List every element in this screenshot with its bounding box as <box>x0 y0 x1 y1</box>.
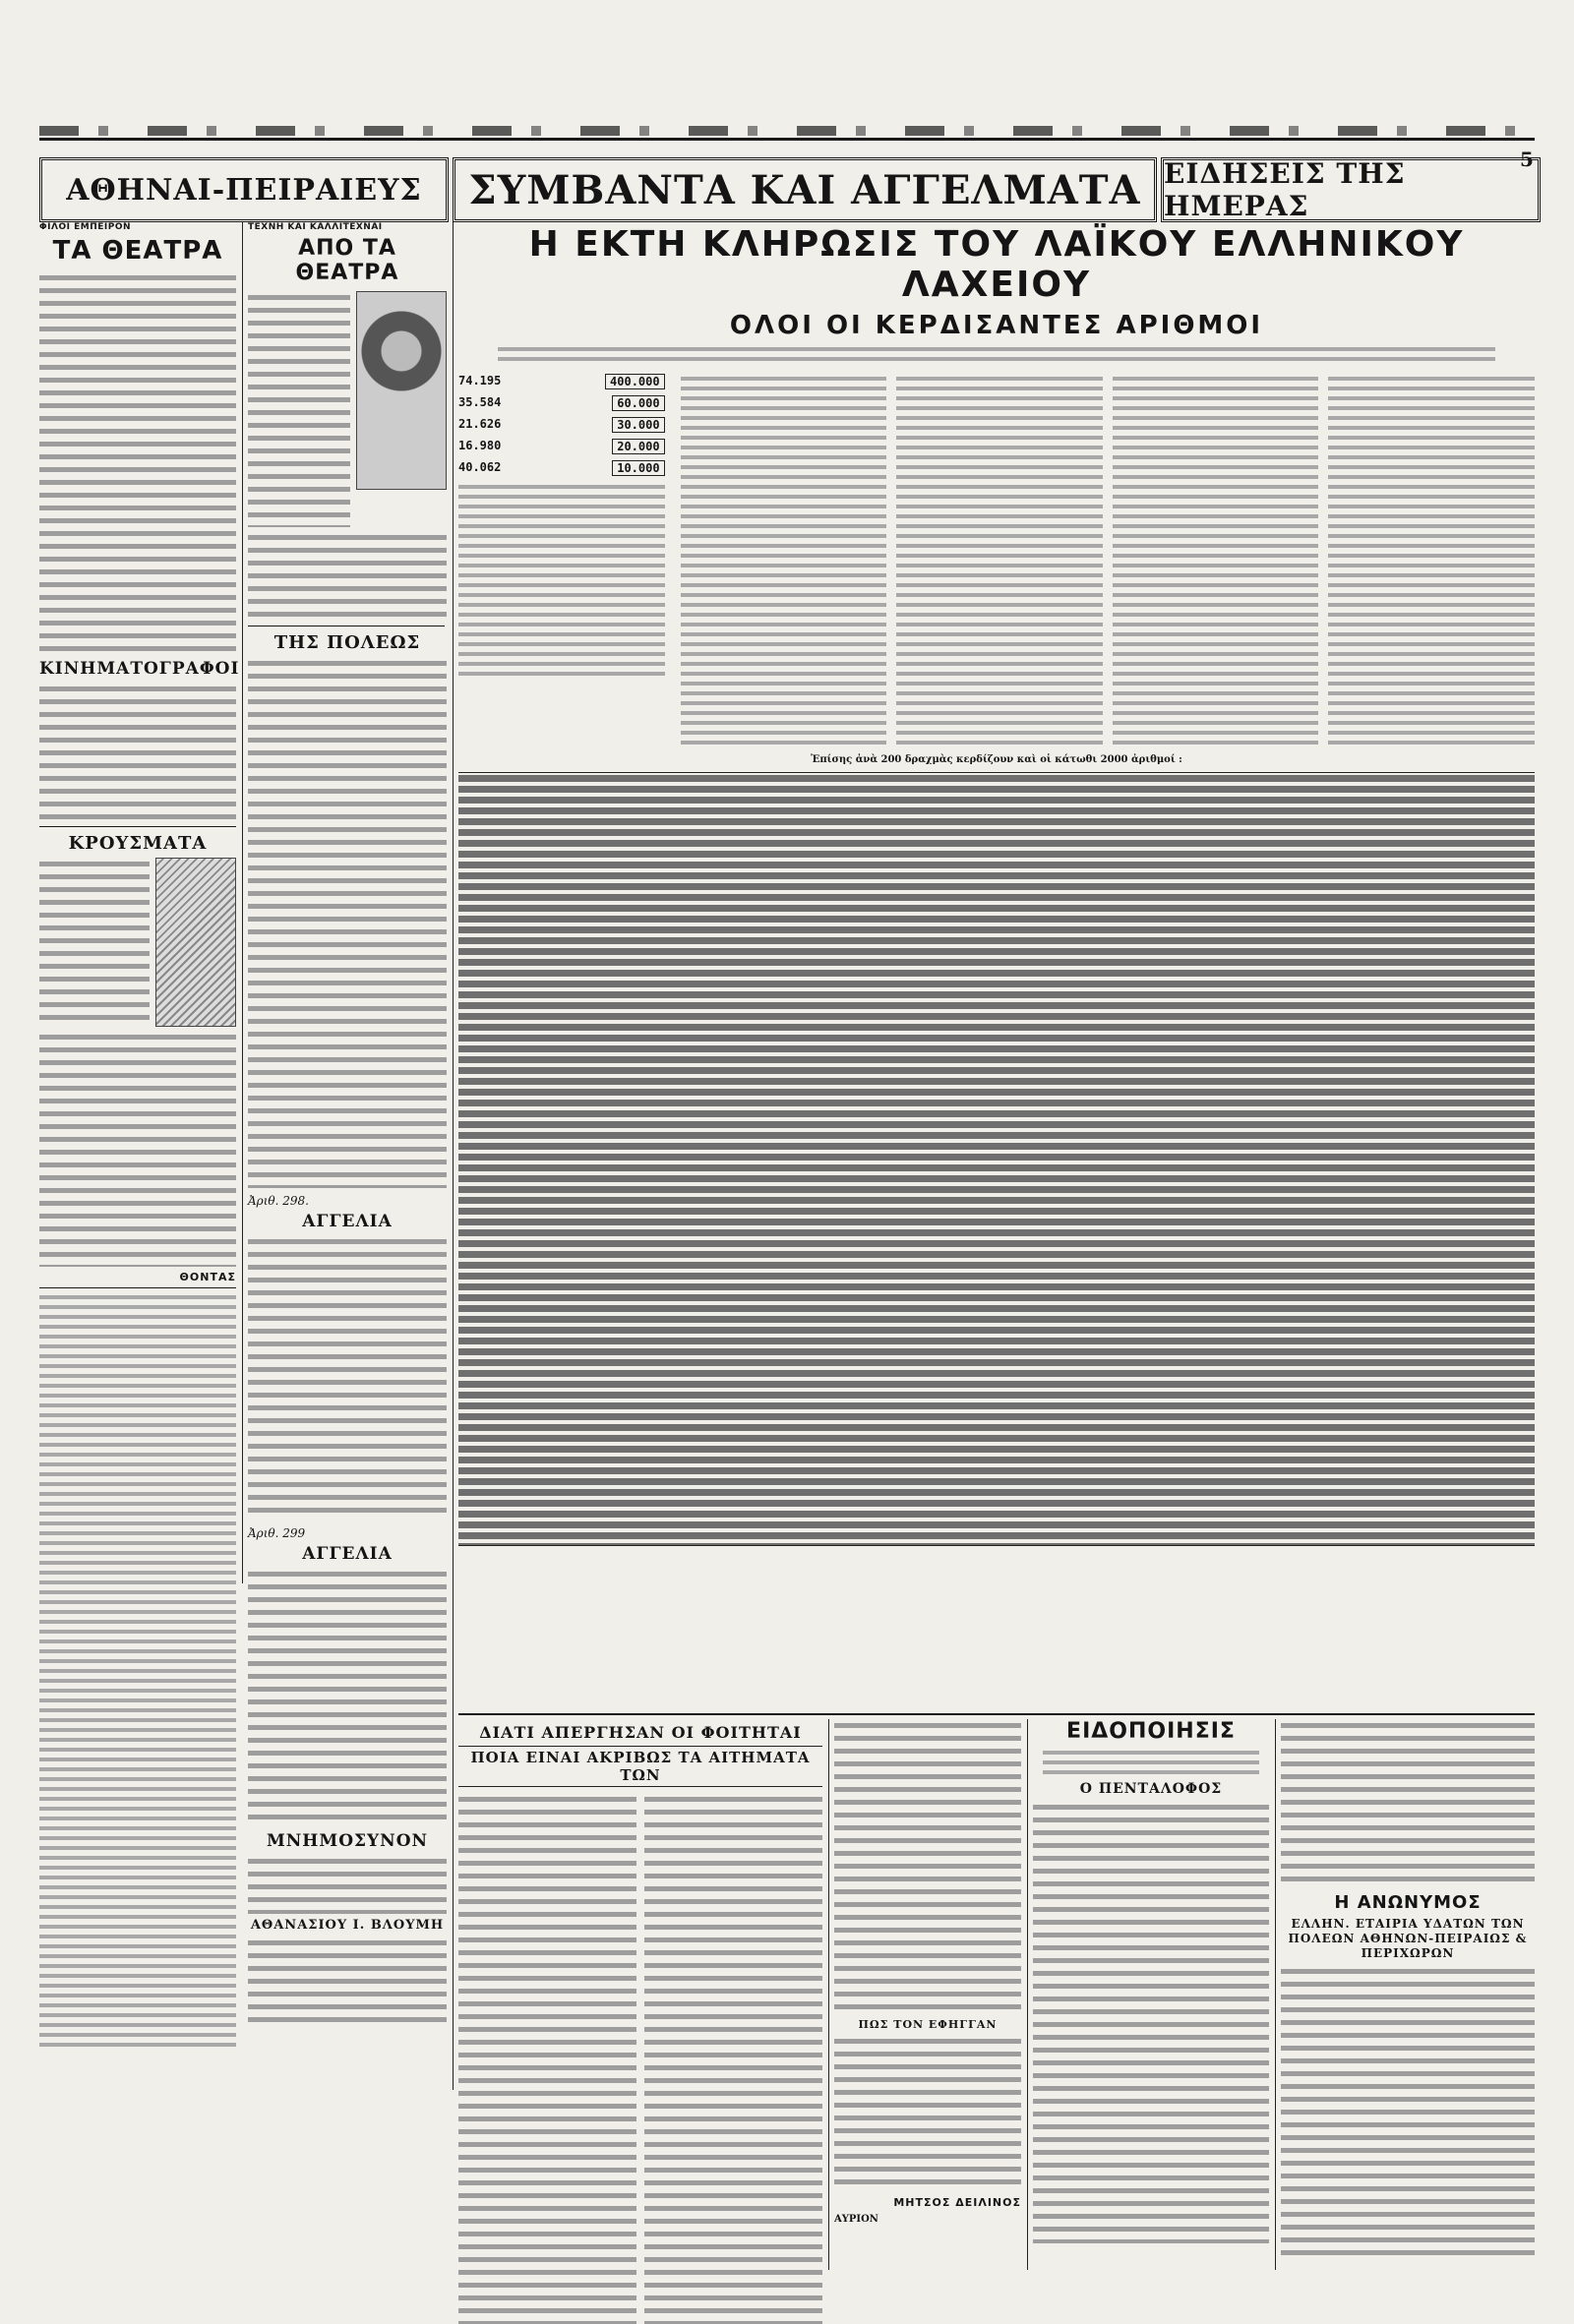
top-prizes-column <box>458 374 671 747</box>
column-1 <box>39 222 240 2050</box>
lottery-intro-text <box>498 344 1495 364</box>
memorial-heading: ΜΝΗΜΟΣΥΝΟΝ <box>266 1831 429 1851</box>
section-athens-header <box>39 157 449 222</box>
bottom-b-avrion-label: ΑΥΡΙΟΝ <box>834 2214 878 2225</box>
lottery-subtitle: ΟΛΟΙ ΟΙ ΚΕΡΔΙΣΑΝΤΕΣ ΑΡΙΘΜΟΙ <box>729 311 1264 340</box>
bottom-b-avrion <box>834 2213 1021 2226</box>
bottom-b-subheading: ΠΩΣ ΤΟΝ ΕΦΗΓΓΑΝ <box>858 2018 998 2031</box>
announcement-2-text <box>248 1568 447 1823</box>
divider-bottom-1 <box>828 1719 829 2270</box>
masthead-ornament <box>39 126 1515 136</box>
water-company-text <box>1281 1965 1535 2260</box>
poleos-heading: ΤΗΣ ΠΟΛΕΩΣ <box>273 632 421 653</box>
krousmata-text <box>39 858 150 1025</box>
theatres-news-text-cont <box>248 531 447 620</box>
section-events-title: ΣΥΜΒΑΝΤΑ ΚΑΙ ΑΓΓΕΛΜΑΤΑ <box>468 166 1141 213</box>
column-1-kicker: ΦΙΛΟΙ ΕΜΠΕΙΡΟΝ <box>39 222 132 232</box>
notice-org-lines <box>1043 1748 1259 1777</box>
top-prize-amount: 60.000 <box>612 395 664 411</box>
divider-col1-col2 <box>242 221 243 1583</box>
top-prize-amount: 400.000 <box>605 374 665 389</box>
notices-text <box>39 1292 236 2050</box>
theatres-news-heading: ΑΠΟ ΤΑ ΘΕΑΤΡΑ <box>295 236 399 285</box>
prize-column-4 <box>1113 374 1319 747</box>
theatres-news-text <box>248 291 350 527</box>
announcement-1-text <box>248 1235 447 1520</box>
top-prize-amount: 10.000 <box>612 460 664 476</box>
divider-col2-lottery <box>453 221 454 2090</box>
top-prize-row <box>458 460 665 476</box>
notice-column <box>1033 1719 1269 2243</box>
memorial-text <box>248 1855 447 1914</box>
divider-krousmata <box>39 826 236 827</box>
lottery-title: Η ΕΚΤΗ ΚΛΗΡΩΣΙΣ ΤΟΥ ΛΑΪΚΟΥ ΕΛΛΗΝΙΚΟΥ ΛΑΧΕΙΟΥ <box>528 224 1465 305</box>
bottom-b-signature: ΜΗΤΣΟΣ ΔΕΙΛΙΝΟΣ <box>893 2196 1021 2209</box>
portrait-woman <box>356 291 447 490</box>
students-text-b <box>644 1793 822 2324</box>
top-prize-row <box>458 439 665 454</box>
krousmata-signature: ΘΟΝΤΑΣ <box>179 1271 236 1283</box>
masthead-rule-top <box>39 138 1535 141</box>
top-prize-number: 16.980 <box>458 439 502 452</box>
top-prize-number: 40.062 <box>458 460 502 474</box>
section-news-title: ΕΙΔΗΣΕΙΣ ΤΗΣ ΗΜΕΡΑΣ <box>1164 157 1406 222</box>
notice-text <box>1033 1801 1269 2243</box>
students-title: ΔΙΑΤΙ ΑΠΕΡΓΗΣΑΝ ΟΙ ΦΟΙΤΗΤΑΙ <box>479 1723 802 1742</box>
column-2 <box>248 222 447 2025</box>
top-prize-number: 74.195 <box>458 374 502 387</box>
announcement-1-heading: ΑΓΓΕΛΙΑ <box>302 1212 393 1231</box>
top-prize-amount: 20.000 <box>612 439 664 454</box>
ad-number-1: Ἀριθ. 298. <box>248 1194 309 1208</box>
lottery-section <box>458 222 1535 1546</box>
small-prizes-grid <box>458 772 1535 1546</box>
section-events-header <box>453 157 1157 222</box>
poleos-text <box>248 657 447 1188</box>
bottom-strip-rule <box>458 1713 1535 1715</box>
water-intro-text <box>1281 1719 1535 1886</box>
top-prize-row <box>458 417 665 433</box>
krousmata-heading: ΚΡΟΥΣΜΑΤΑ <box>68 833 208 854</box>
cinemas-listing-text <box>39 683 236 820</box>
top-prize-row <box>458 395 665 411</box>
anonymos-heading: Η ΑΝΩΝΥΜΟΣ <box>1334 1892 1482 1913</box>
theatres-listing-text <box>39 271 236 655</box>
top-prize-row <box>458 374 665 389</box>
top-prize-amount: 30.000 <box>612 417 664 433</box>
students-text-a <box>458 1793 636 2324</box>
krousmata-text-cont <box>39 1031 236 1267</box>
bottom-b-text-cont <box>834 2035 1021 2192</box>
divider-bottom-3 <box>1275 1719 1276 2270</box>
top-prizes-table <box>458 374 1535 747</box>
section-news-header <box>1161 157 1541 222</box>
section-athens-title: ΑΘΗΝΑΙ-ΠΕΙΡΑΙΕΥΣ <box>66 172 422 208</box>
students-subtitle: ΠΟΙΑ ΕΙΝΑΙ ΑΚΡΙΒΩΣ ΤΑ ΑΙΤΗΜΑΤΑ ΤΩΝ <box>458 1746 822 1787</box>
cinemas-heading: ΚΙΝΗΜΑΤΟΓΡΑΦΟΙ <box>39 659 240 679</box>
ad-number-2: Ἀριθ. 299 <box>248 1526 306 1540</box>
memorial-name: ΑΘΑΝΑΣΙΟΥ Ι. ΒΛΟΥΜΗ <box>250 1918 445 1933</box>
illustration-figure <box>155 858 236 1027</box>
students-article <box>458 1719 822 2324</box>
prize-column-5 <box>1328 374 1535 747</box>
small-prizes-note: Ἐπίσης ἀνὰ 200 δραχμὰς κερδίζουν καὶ οἱ κάτωθι 2000 ἀριθμοί : <box>811 754 1182 765</box>
divider-bottom-2 <box>1027 1719 1028 2270</box>
prize-column-3 <box>896 374 1103 747</box>
water-company-column <box>1281 1719 1535 2260</box>
prize-column-2 <box>681 374 887 747</box>
theatres-heading: ΤΑ ΘΕΑΤΡΑ <box>52 236 223 266</box>
page-number: 5 <box>1520 148 1534 171</box>
bottom-b-text <box>834 1719 1021 2014</box>
divider-col1-ads <box>39 1287 236 1288</box>
notice-subheading: Ο ΠΕΝΤΑΛΟΦΟΣ <box>1079 1781 1223 1797</box>
top-prize-number: 35.584 <box>458 395 502 409</box>
notice-heading: ΕΙΔΟΠΟΙΗΣΙΣ <box>1066 1719 1236 1744</box>
bottom-column-b <box>834 1719 1021 2226</box>
announcement-2-heading: ΑΓΓΕΛΙΑ <box>302 1544 393 1564</box>
column-2-kicker: ΤΕΧΝΗ ΚΑΙ ΚΑΛΛΙΤΕΧΝΑΙ <box>248 222 383 232</box>
top-prize-number: 21.626 <box>458 417 502 431</box>
prize-column-1-rest <box>458 482 665 679</box>
memorial-text-cont <box>248 1937 447 2025</box>
water-company-name: ΕΛΛΗΝ. ΕΤΑΙΡΙΑ ΥΔΑΤΩΝ ΤΩΝ ΠΟΛΕΩΝ ΑΘΗΝΩΝ-ΠΕΙΡΑΙΩΣ & ΠΕΡΙΧΩΡΩΝ <box>1288 1917 1528 1960</box>
